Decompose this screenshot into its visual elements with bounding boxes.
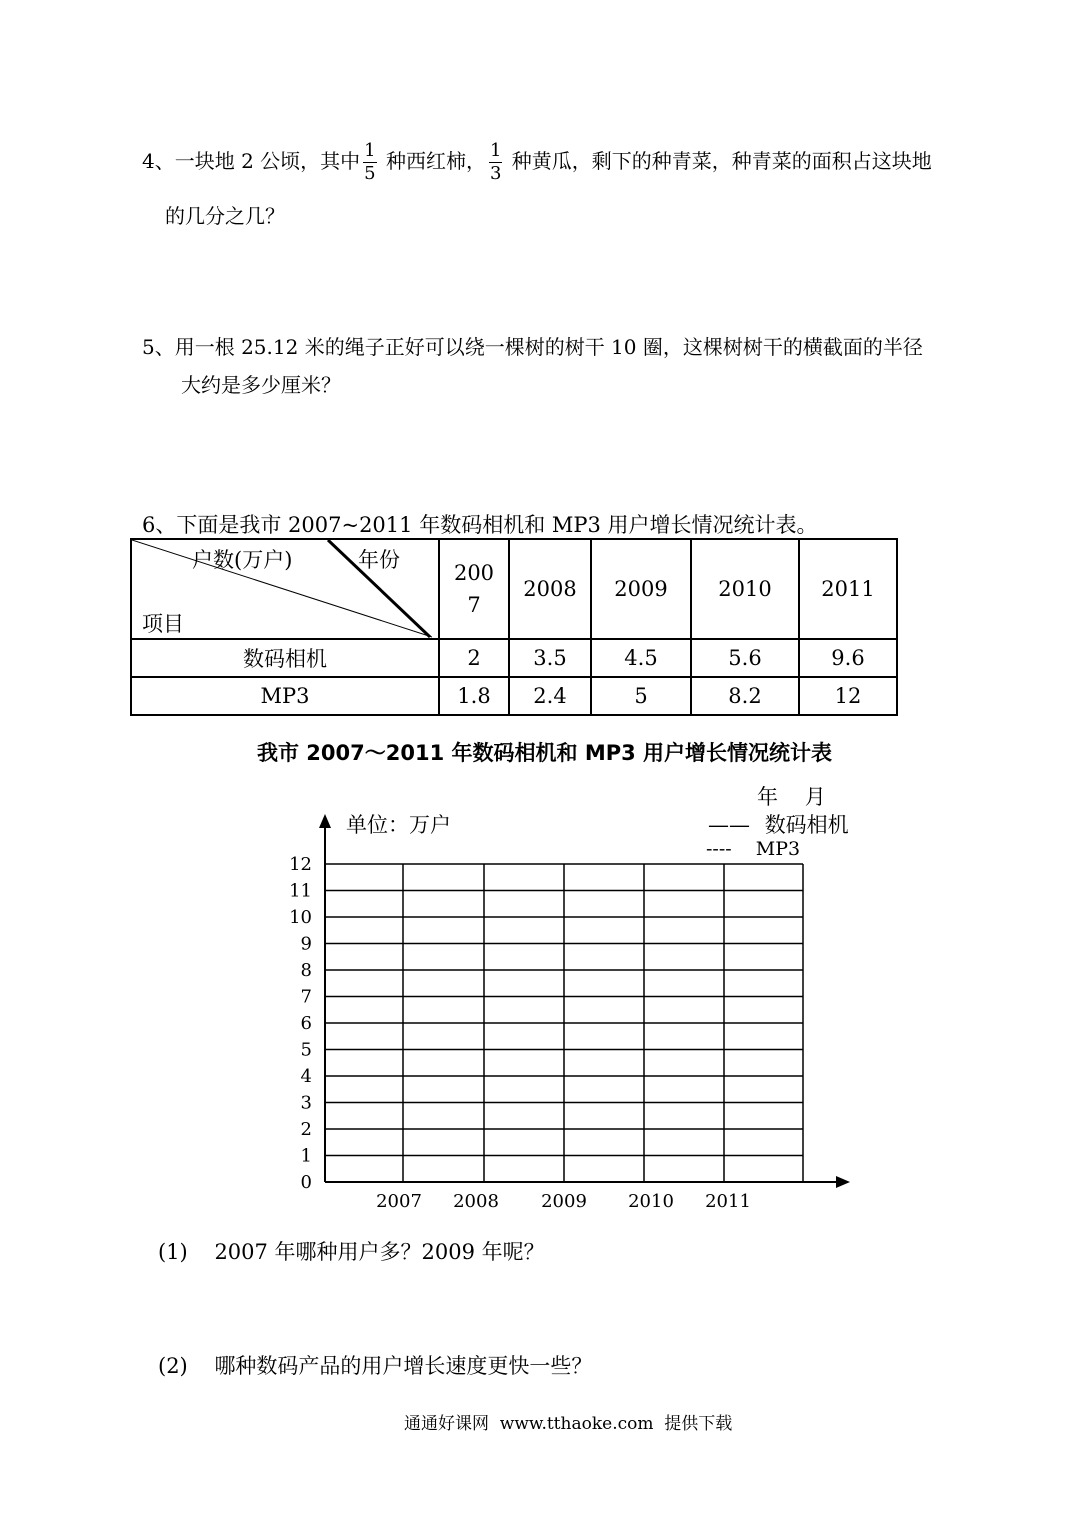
year-2007-cell: 200 7 <box>439 539 509 639</box>
y-tick-label: 12 <box>289 854 312 875</box>
y-tick-label: 7 <box>300 986 312 1008</box>
q4-suffix: 种黄瓜，剩下的种青菜，种青菜的面积占这块地 <box>511 149 932 173</box>
subquestion-1-text: 2007 年哪种用户多？2009 年呢？ <box>214 1240 545 1264</box>
table-cell: 12 <box>799 677 897 715</box>
legend-dashed-mark: ---- <box>706 838 732 860</box>
x-tick-label: 2008 <box>453 1191 499 1212</box>
question-4-line2: 的几分之几？ <box>165 204 285 228</box>
year-2011-cell: 2011 <box>799 539 897 639</box>
table-cell: 8.2 <box>691 677 799 715</box>
header-households: 户数(万户) <box>192 548 293 572</box>
y-tick-label: 5 <box>300 1039 312 1061</box>
table-cell: 2.4 <box>509 677 591 715</box>
y-axis-arrow-icon <box>319 814 331 828</box>
subquestion-2-number: (2) <box>158 1354 188 1378</box>
y-tick-label: 3 <box>300 1092 312 1114</box>
y-tick-label: 6 <box>300 1013 312 1034</box>
legend-solid-mark: —— <box>708 813 750 837</box>
row-label-mp3: MP3 <box>131 677 439 715</box>
question-5-line2: 大约是多少厘米？ <box>181 373 341 397</box>
y-tick-label: 11 <box>289 880 312 902</box>
y-tick-label: 10 <box>289 907 312 928</box>
year-2008-cell: 2008 <box>509 539 591 639</box>
x-tick-label: 2010 <box>628 1191 674 1212</box>
table-cell: 5.6 <box>691 639 799 677</box>
unit-label: 单位：万户 <box>346 813 451 837</box>
table-cell: 4.5 <box>591 639 691 677</box>
y-tick-label: 2 <box>300 1119 312 1140</box>
table-cell: 2 <box>439 639 509 677</box>
table-cell: 9.6 <box>799 639 897 677</box>
year-2009-cell: 2009 <box>591 539 691 639</box>
chart-title: 我市 2007～2011 年数码相机和 MP3 用户增长情况统计表 <box>257 741 833 765</box>
q4-prefix: 4、一块地 2 公顷，其中 <box>142 149 361 173</box>
fraction-one-third: $\frac{1}{3}$ <box>489 140 502 184</box>
subquestion-2-text: 哪种数码产品的用户增长速度更快一些？ <box>214 1354 593 1378</box>
header-year: 年份 <box>358 548 400 572</box>
table-cell: 3.5 <box>509 639 591 677</box>
x-tick-label: 2007 <box>376 1191 422 1212</box>
row-label-camera: 数码相机 <box>131 639 439 677</box>
table-cell: 1.8 <box>439 677 509 715</box>
legend-camera-label: 数码相机 <box>764 813 849 837</box>
legend-mp3-label: MP3 <box>755 838 801 860</box>
y-tick-label: 8 <box>300 960 312 981</box>
table-cell: 5 <box>591 677 691 715</box>
x-tick-label: 2009 <box>541 1191 587 1212</box>
x-tick-label: 2011 <box>705 1191 751 1212</box>
header-item: 项目 <box>142 612 184 636</box>
year-2010-cell: 2010 <box>691 539 799 639</box>
subquestion-1 <box>158 1236 545 1266</box>
question-6-intro: 6、下面是我市 2007~2011 年数码相机和 MP3 用户增长情况统计表。 <box>142 513 818 537</box>
y-tick-label: 0 <box>300 1172 312 1193</box>
subquestion-2 <box>158 1350 592 1380</box>
date-line: 年 月 <box>757 785 826 809</box>
y-tick-label: 1 <box>300 1145 312 1167</box>
subquestion-1-number: (1) <box>158 1240 188 1264</box>
y-tick-label: 9 <box>300 933 312 955</box>
footer-text: 通通好课网 www.tthaoke.com 提供下载 <box>404 1414 733 1434</box>
fraction-one-fifth: $\frac{1}{5}$ <box>364 140 376 184</box>
q4-mid: 种西红柿， <box>385 149 486 173</box>
question-5-line1: 5、用一根 25.12 米的绳子正好可以绕一棵树的树干 10 圈，这棵树树干的横截面的半径 <box>142 335 923 359</box>
x-axis-arrow-icon <box>836 1176 850 1188</box>
y-tick-label: 4 <box>300 1066 312 1087</box>
